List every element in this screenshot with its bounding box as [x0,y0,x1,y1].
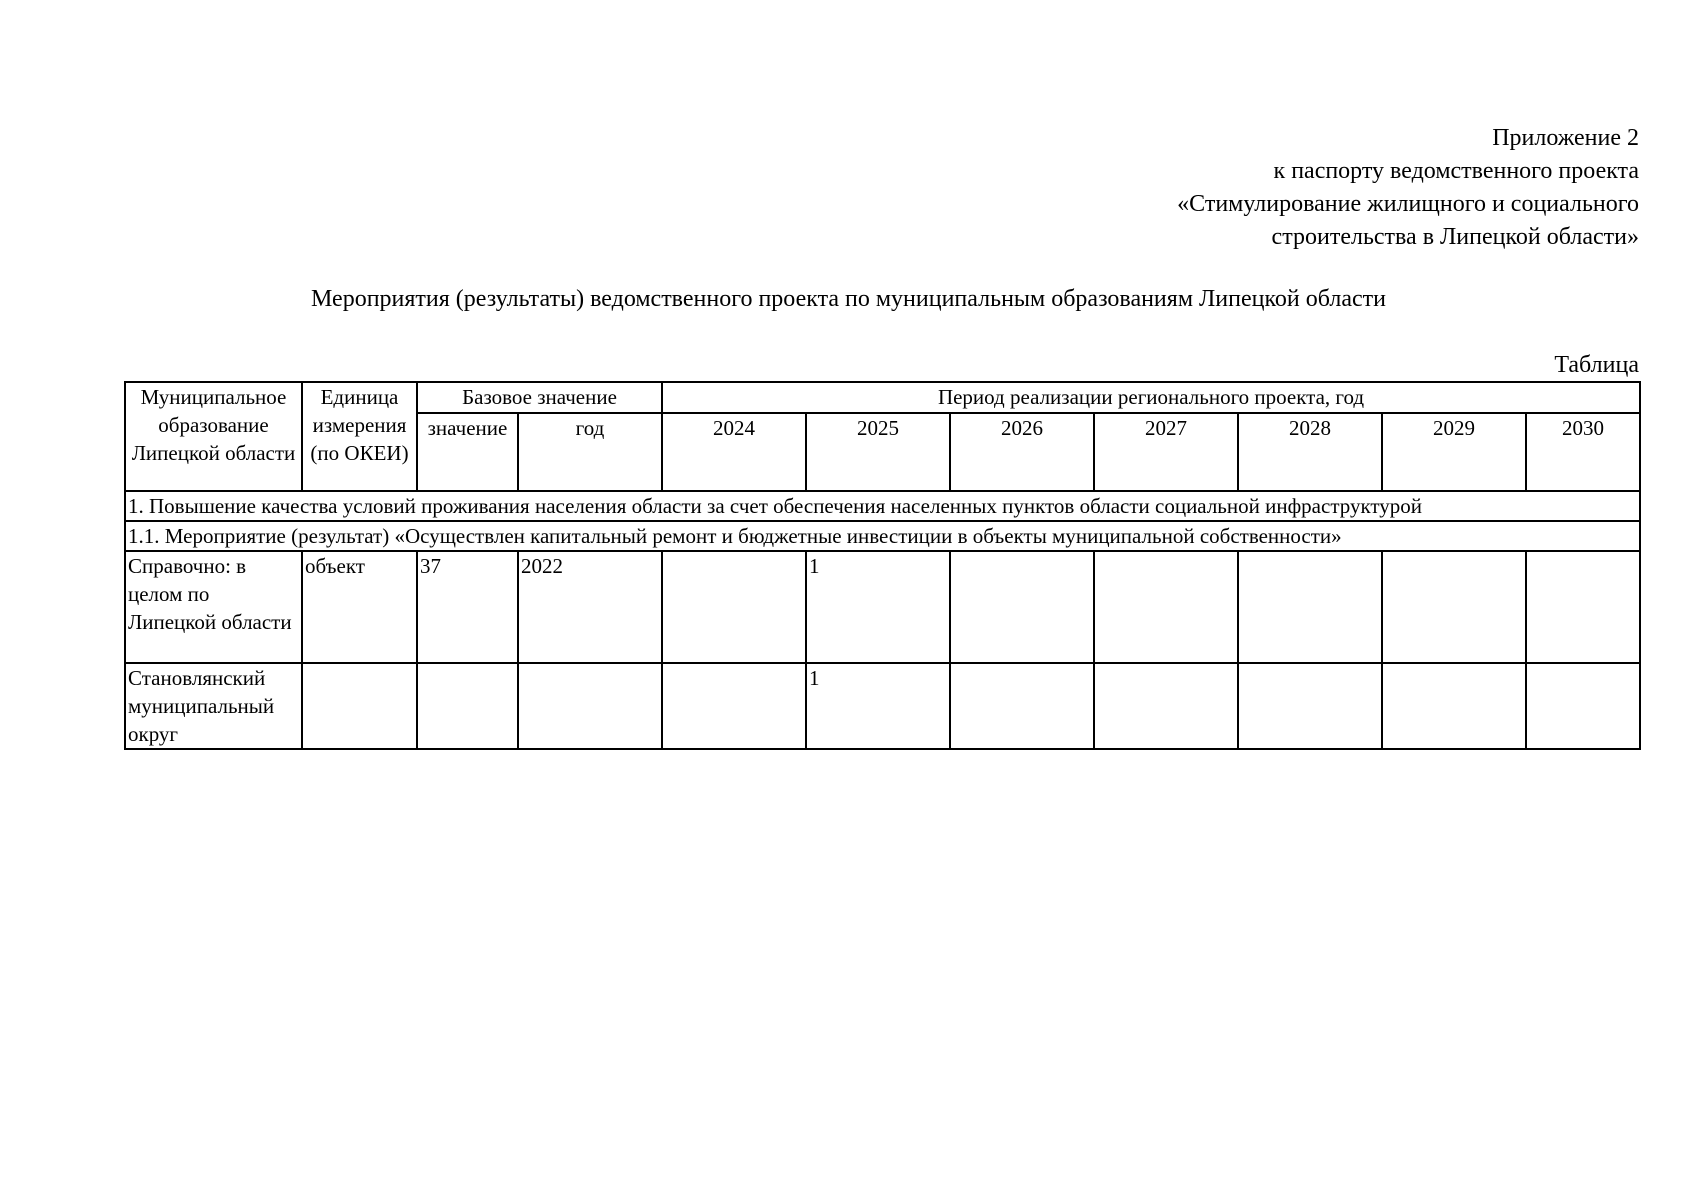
annex-block [1177,122,1639,254]
cell-2024 [662,551,806,663]
cell-2026 [950,551,1094,663]
section-title: 1. Повышение качества условий проживания населения области за счет обеспечения населенных пунктов области социальной инфраструктурой [125,491,1640,521]
subsection-row [125,521,1640,551]
header-base-value: Базовое значение [417,382,662,413]
header-year-2026: 2026 [950,413,1094,491]
results-table [124,381,1641,750]
header-row-1 [125,382,1640,413]
header-year-2025: 2025 [806,413,950,491]
header-year-2027: 2027 [1094,413,1238,491]
header-unit: Единица измерения (по ОКЕИ) [302,382,417,491]
header-year-2030: 2030 [1526,413,1640,491]
cell-2028 [1238,663,1382,749]
cell-unit: объект [302,551,417,663]
annex-line-1: Приложение 2 [1492,125,1639,151]
cell-base-year [518,663,662,749]
subsection-title: 1.1. Мероприятие (результат) «Осуществлен капитальный ремонт и бюджетные инвестиции в объекты муниципальной собственности» [125,521,1640,551]
table-row [125,551,1640,663]
header-period: Период реализации регионального проекта, год [662,382,1640,413]
header-year-2028: 2028 [1238,413,1382,491]
cell-2027 [1094,551,1238,663]
header-year-2024: 2024 [662,413,806,491]
table-caption: Таблица [1554,352,1639,378]
table-row [125,663,1640,749]
cell-municipality: Справочно: в целом по Липецкой области [125,551,302,663]
cell-base-value [417,663,518,749]
cell-2024 [662,663,806,749]
cell-2025: 1 [806,551,950,663]
header-year: год [518,413,662,491]
annex-line-4: строительства в Липецкой области» [1271,224,1639,250]
cell-2027 [1094,663,1238,749]
annex-line-3: «Стимулирование жилищного и социального [1177,191,1639,217]
cell-2030 [1526,663,1640,749]
annex-line-2: к паспорту ведомственного проекта [1273,158,1639,184]
cell-2030 [1526,551,1640,663]
cell-2025: 1 [806,663,950,749]
document-title: Мероприятия (результаты) ведомственного проекта по муниципальным образованиям Липецкой области [311,286,1386,312]
header-value: значение [417,413,518,491]
header-municipality: Муниципальное образование Липецкой области [125,382,302,491]
cell-base-value: 37 [417,551,518,663]
section-row [125,491,1640,521]
cell-2029 [1382,551,1526,663]
cell-base-year: 2022 [518,551,662,663]
cell-2028 [1238,551,1382,663]
cell-municipality: Становлянский муниципальный округ [125,663,302,749]
header-year-2029: 2029 [1382,413,1526,491]
cell-2029 [1382,663,1526,749]
cell-2026 [950,663,1094,749]
cell-unit [302,663,417,749]
